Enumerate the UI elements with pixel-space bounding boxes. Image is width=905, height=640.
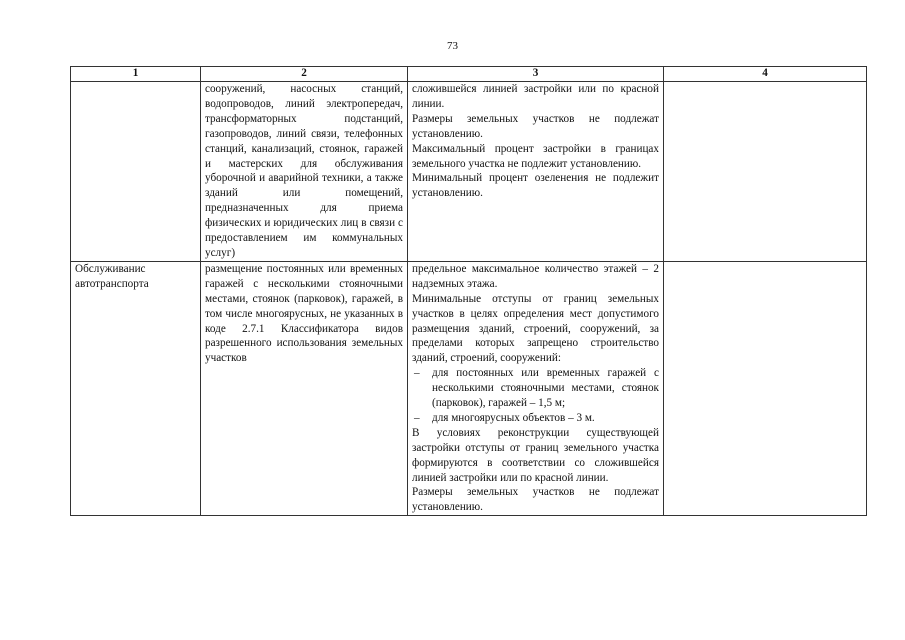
row2-setback-list <box>412 366 659 426</box>
page-number: 73 <box>447 40 458 52</box>
row2-param-paragraph: Минимальные отступы от границ земельных участков в целях определения мест допустимого размещения зданий, строений, сооружений, за пределами которых запрещено строительство зданий, строений, сооружений: <box>412 292 659 365</box>
row2-use-description: размещение постоянных или временных гаражей с несколькими стояночными местами, стоянок (парковок), гаражей, в том числе многоярусных, не указанных в коде 2.7.1 Классификатора видов разрешенного использования земельных участков <box>201 261 408 515</box>
row1-param-paragraph: Размеры земельных участков не подлежат установлению. <box>412 112 659 140</box>
row1-use-description: сооружений, насосных станций, водопроводов, линий электропередач, трансформаторных подстанций, газопроводов, линий связи, телефонных станций, канализаций, стоянок, гаражей и мастерских для обслуживания уборочной и аварийной техники, а также зданий или помещений, предназначенных для приема физических и юридических лиц в связи с предоставлением им коммунальных услуг) <box>201 82 408 262</box>
row1-param-paragraph: Минимальный процент озеленения не подлежит установлению. <box>412 172 659 200</box>
row2-param-paragraph: предельное максимальное количество этажей – 2 надземных этажа. <box>412 262 659 290</box>
row1-param-paragraph: Максимальный процент застройки в границах земельного участка не подлежит установлению. <box>412 142 659 170</box>
regulations-table <box>70 66 867 516</box>
table-header-row <box>71 67 867 82</box>
row1-parameters <box>408 82 664 262</box>
row1-col4 <box>664 82 867 262</box>
header-col-2: 2 <box>201 67 408 82</box>
header-col-3: 3 <box>408 67 664 82</box>
row2-col4 <box>664 261 867 515</box>
row2-param-paragraph: В условиях реконструкции существующей застройки отступы от границ земельного участка формируются в соответствии со сложившейся линией застройки или по красной линии. <box>412 426 659 484</box>
list-item: – для многоярусных объектов – 3 м. <box>412 411 659 426</box>
row2-parameters <box>408 261 664 515</box>
row1-use-name <box>71 82 201 262</box>
row2-param-paragraph: Размеры земельных участков не подлежат установлению. <box>412 486 659 514</box>
row1-param-paragraph: сложившейся линией застройки или по красной линии. <box>412 83 659 110</box>
table-row <box>71 261 867 515</box>
header-col-4: 4 <box>664 67 867 82</box>
row2-use-name: Обслуживанис автотранспорта <box>71 261 201 515</box>
header-col-1: 1 <box>71 67 201 82</box>
table-row <box>71 82 867 262</box>
list-item: – для постоянных или временных гаражей с несколькими стояночными местами, стоянок (парковок), гаражей – 1,5 м; <box>412 366 659 411</box>
